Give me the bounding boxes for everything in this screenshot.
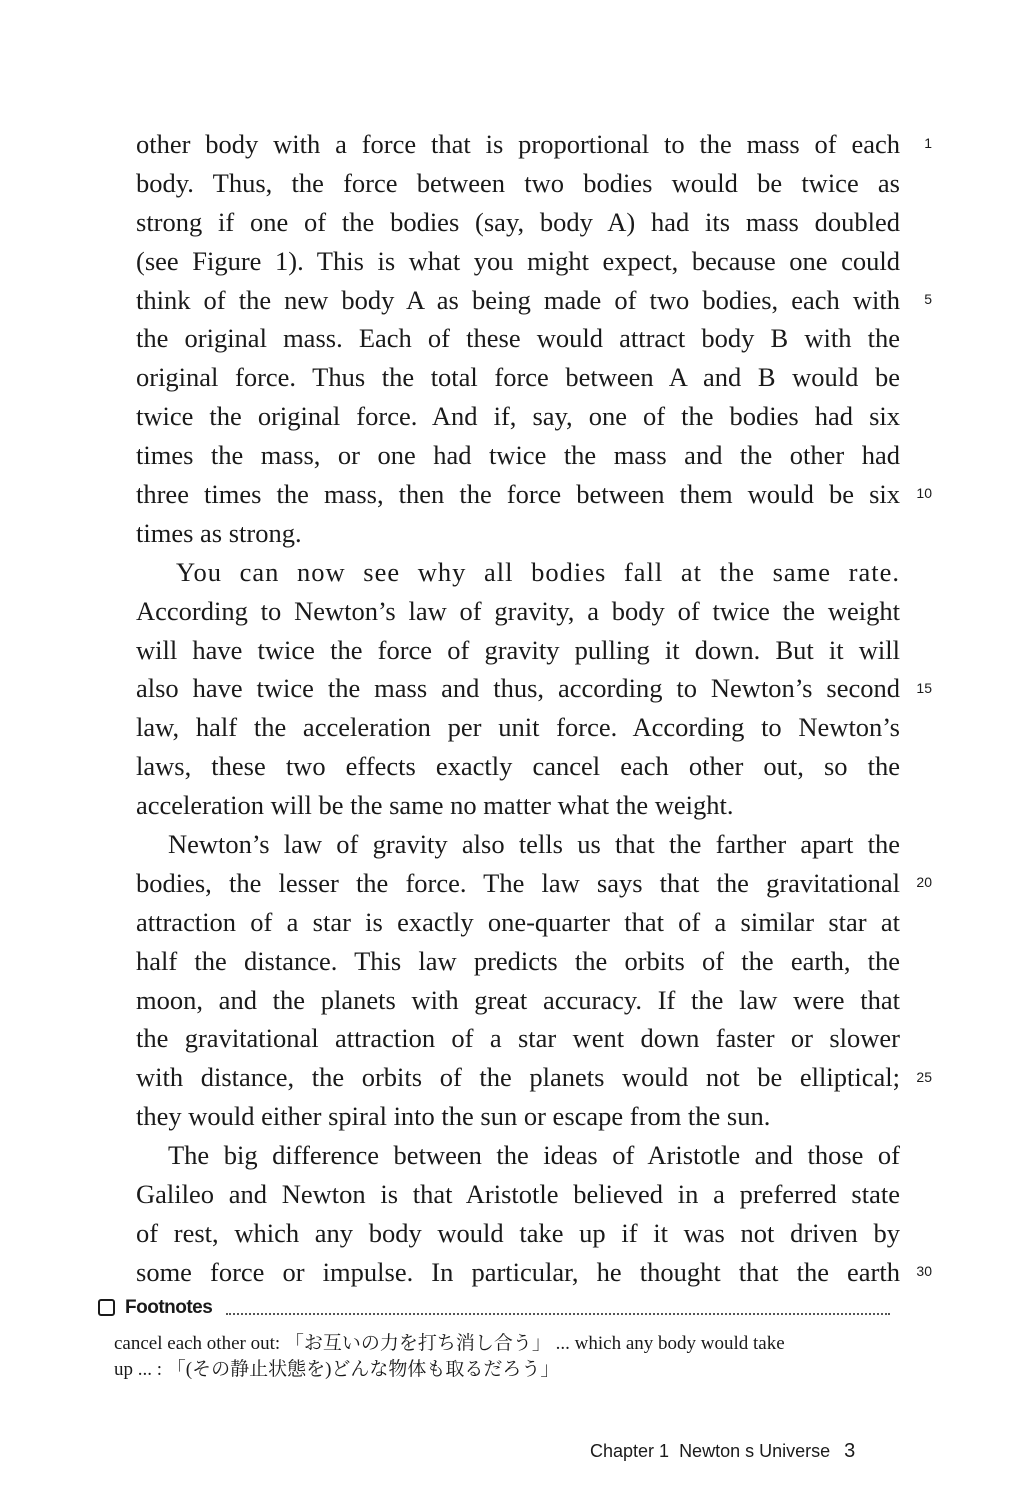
text-line: other body with a force that is proportional to the mass of each xyxy=(136,129,900,159)
text-line: laws, these two effects exactly cancel each other out, so the xyxy=(136,751,900,782)
text-line: three times the mass, then the force between them would be six xyxy=(136,479,900,510)
page-number: 3 xyxy=(844,1440,856,1462)
text-line: with distance, the orbits of the planets would not be elliptical; xyxy=(136,1062,900,1093)
text-line: You can now see why all bodies fall at the same rate. xyxy=(176,556,900,587)
line-number: 5 xyxy=(924,291,932,307)
line-number: 15 xyxy=(916,680,932,696)
text-line: attraction of a star is exactly one-quarter that of a similar star at xyxy=(136,906,900,937)
text-line: Newton’s law of gravity also tells us that the farther apart the xyxy=(168,829,900,860)
text-line: times as strong. xyxy=(136,517,302,548)
text-line: acceleration will be the same no matter what the weight. xyxy=(136,790,734,821)
text-line: twice the original force. And if, say, one of the bodies had six xyxy=(136,401,900,432)
text-line: (see Figure 1). This is what you might expect, because one could xyxy=(136,245,900,276)
line-number: 25 xyxy=(916,1069,932,1085)
text-line: half the distance. This law predicts the orbits of the earth, the xyxy=(136,945,900,976)
text-line: the gravitational attraction of a star went down faster or slower xyxy=(136,1023,900,1054)
chapter-label: Chapter 1 xyxy=(590,1441,670,1461)
text-line: law, half the acceleration per unit force. According to Newton’s xyxy=(136,712,900,743)
footnote-line: up ... : 「(その静止状態を)どんな物体も取るだろう」 xyxy=(114,1359,560,1380)
text-line: of rest, which any body would take up if it was not driven by xyxy=(136,1217,900,1248)
text-line: the original mass. Each of these would attract body B with the xyxy=(136,323,900,354)
text-line: The big difference between the ideas of Aristotle and those of xyxy=(168,1140,900,1171)
text-line: strong if one of the bodies (say, body A) had its mass doubled xyxy=(136,206,900,237)
text-line: Galileo and Newton is that Aristotle believed in a preferred state xyxy=(136,1179,900,1210)
footnotes-title: Footnotes xyxy=(125,1297,213,1318)
text-line: According to Newton’s law of gravity, a body of twice the weight xyxy=(136,595,900,626)
text-line: bodies, the lesser the force. The law says that the gravitational xyxy=(136,867,900,898)
line-number: 10 xyxy=(916,485,932,501)
text-line: original force. Thus the total force between A and B would be xyxy=(136,362,900,393)
text-line: think of the new body A as being made of two bodies, each with xyxy=(136,284,900,315)
text-line: will have twice the force of gravity pulling it down. But it will xyxy=(136,634,900,665)
page-footer xyxy=(590,1440,855,1463)
text-line: moon, and the planets with great accuracy. If the law were that xyxy=(136,984,900,1015)
line-number: 30 xyxy=(916,1263,932,1279)
checkbox-icon xyxy=(98,1299,115,1316)
footnote-line: cancel each other out: 「お互いの力を打ち消し合う」 ... which any body would take xyxy=(114,1333,785,1354)
chapter-title: Newton s Universe xyxy=(679,1441,831,1461)
text-line: some force or impulse. In particular, he thought that the earth xyxy=(136,1256,900,1287)
dotted-divider xyxy=(226,1313,890,1315)
text-line: body. Thus, the force between two bodies would be twice as xyxy=(136,167,900,198)
line-number: 1 xyxy=(924,135,932,151)
text-line: also have twice the mass and thus, according to Newton’s second xyxy=(136,673,900,704)
footnotes-header xyxy=(98,1297,898,1327)
text-line: they would either spiral into the sun or escape from the sun. xyxy=(136,1101,771,1132)
line-number: 20 xyxy=(916,874,932,890)
body-text xyxy=(136,125,900,1292)
text-line: times the mass, or one had twice the mass and the other had xyxy=(136,440,900,471)
